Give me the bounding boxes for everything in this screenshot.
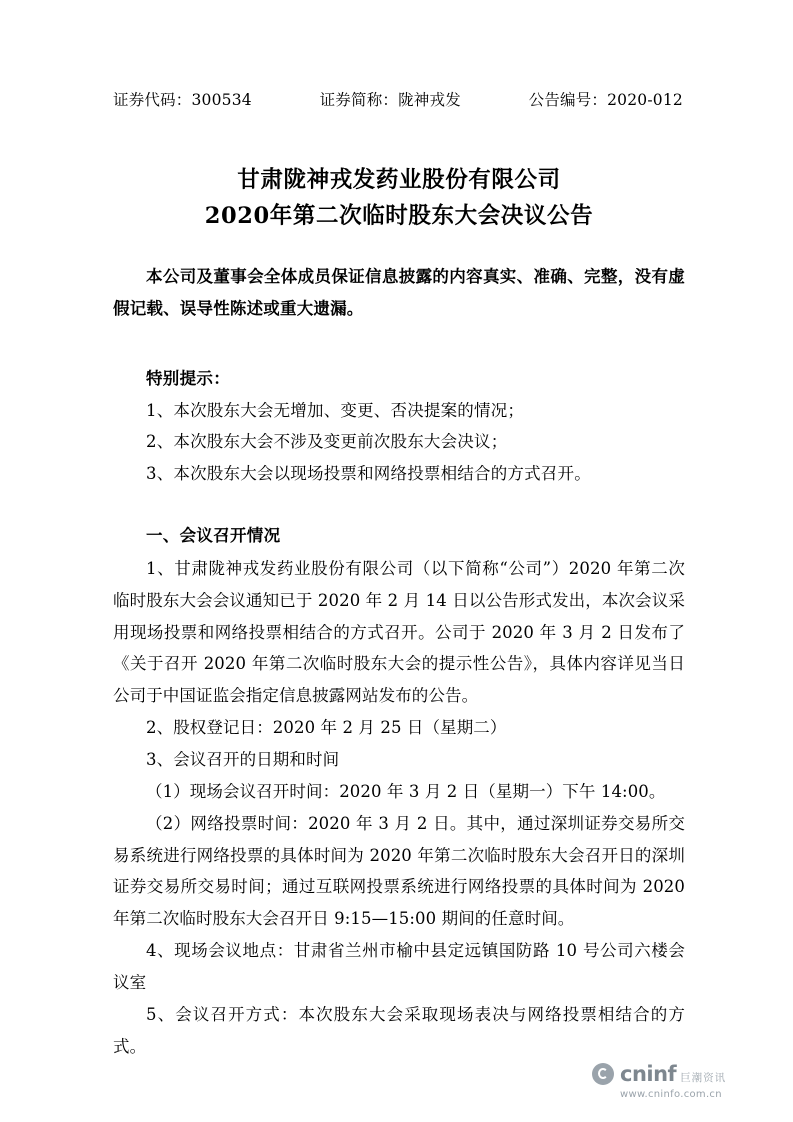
logo-chinese-name: 巨潮资讯 bbox=[680, 1072, 727, 1084]
section-one-body bbox=[113, 553, 685, 1063]
responsibility-statement: 本公司及董事会全体成员保证信息披露的内容真实、准确、完整，没有虚假记载、误导性陈述或重大遗漏。 bbox=[113, 266, 685, 319]
logo-text: cninf bbox=[620, 1062, 677, 1086]
list-item: 3、本次股东大会以现场投票和网络投票相结合的方式召开。 bbox=[146, 463, 591, 483]
logo-url: www.cninfo.com.cn bbox=[620, 1089, 722, 1100]
paragraph: 2、股权登记日：2020 年 2 月 25 日（星期二） bbox=[146, 718, 507, 738]
paragraph: 5、会议召开方式：本次股东大会采取现场表决与网络投票相结合的方式。 bbox=[113, 1004, 685, 1056]
page-title bbox=[113, 162, 685, 235]
cninfo-mark-icon bbox=[592, 1063, 614, 1085]
paragraph: 3、会议召开的日期和时间 bbox=[146, 749, 340, 769]
security-code: 证券代码：300534 bbox=[113, 91, 252, 109]
logo-row bbox=[592, 1062, 757, 1086]
cninfo-logo bbox=[592, 1062, 757, 1100]
title-company: 甘肃陇神戎发药业股份有限公司 bbox=[237, 167, 561, 193]
list-item: 2、本次股东大会不涉及变更前次股东大会决议； bbox=[146, 432, 508, 452]
section-one-heading: 一、会议召开情况 bbox=[146, 525, 281, 545]
list-item: 1、本次股东大会无增加、变更、否决提案的情况； bbox=[146, 400, 525, 420]
paragraph: （1）现场会议召开时间：2020 年 3 月 2 日（星期一）下午 14:00。 bbox=[146, 781, 666, 801]
special-notice-list bbox=[113, 395, 685, 490]
title-subject: 2020年第二次临时股东大会决议公告 bbox=[204, 203, 594, 230]
special-notice-heading: 特别提示： bbox=[146, 369, 230, 389]
document-header bbox=[113, 88, 685, 110]
paragraph: 4、现场会议地点：甘肃省兰州市榆中县定远镇国防路 10 号公司六楼会议室 bbox=[113, 941, 685, 992]
announcement-number: 公告编号：2020-012 bbox=[528, 91, 683, 109]
paragraph: 1、甘肃陇神戎发药业股份有限公司（以下简称“公司”）2020 年第二次临时股东大会会议通知已于 2020 年 2 月 14 日以公告形式发出，本次会议采用现场投票和网络投票相结合的方式召开。公司于 2020 年 3 月 2 日发布了《关于召开 2020 年第二次临时股东大会的提示性公告》，具体内容详见当日公司于中国证监会指定信息披露网站发布的公告。 bbox=[113, 558, 685, 706]
security-name: 证券简称：陇神戎发 bbox=[319, 91, 461, 109]
paragraph: （2）网络投票时间：2020 年 3 月 2 日。其中，通过深圳证券交易所交易系统进行网络投票的具体时间为 2020 年第二次临时股东大会召开日的深圳证券交易所交易时间；通过互联网投票系统进行网络投票的具体时间为 2020 年第二次临时股东大会召开日 9:15—15:00 期间的任意时间。 bbox=[113, 813, 685, 929]
logo-wordmark bbox=[620, 1062, 726, 1086]
